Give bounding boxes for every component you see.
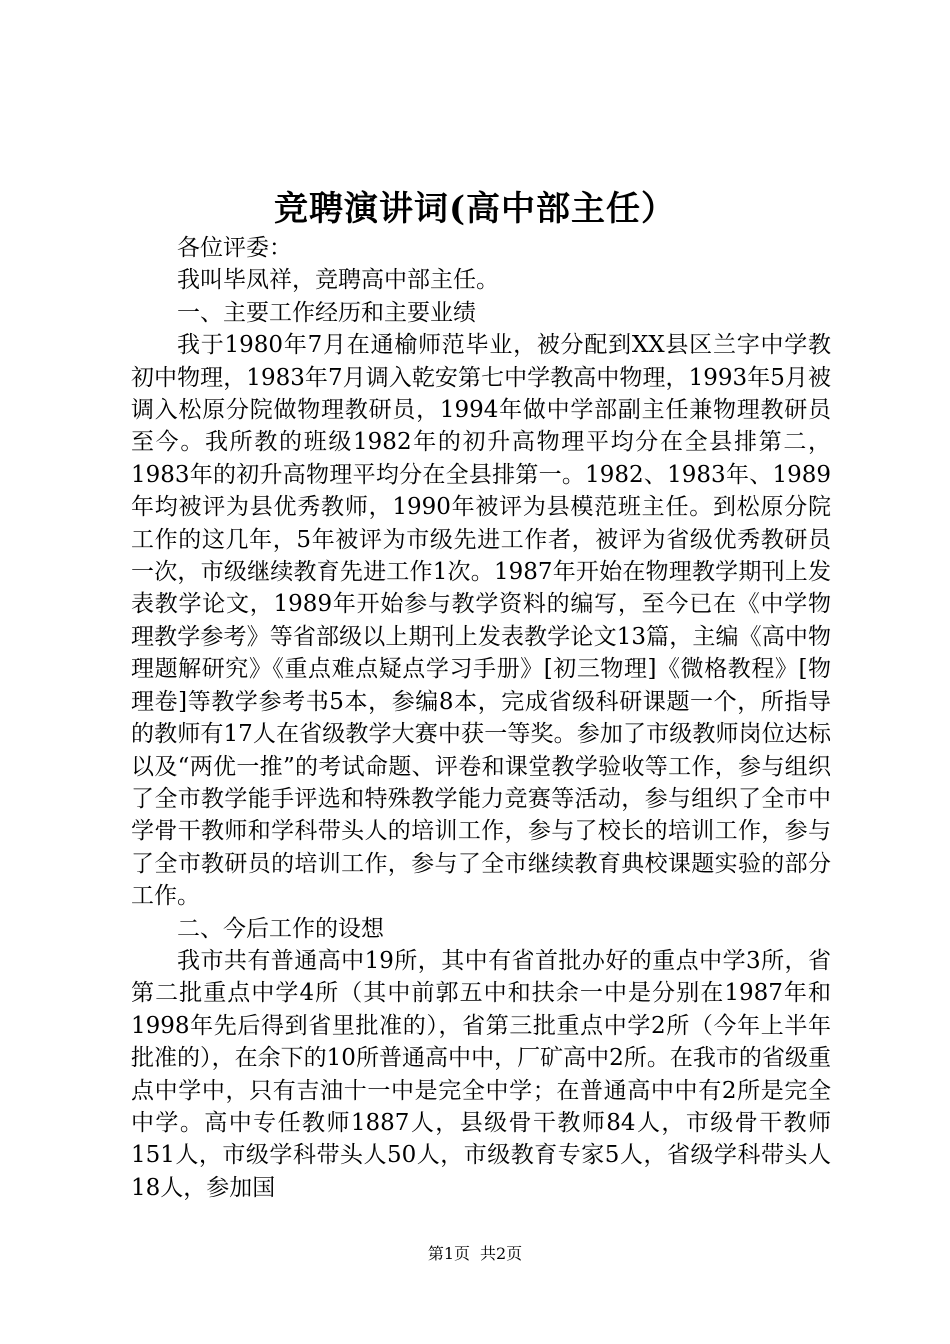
salutation-paragraph: 各位评委：: [177, 235, 292, 261]
page-footer: [0, 1243, 950, 1265]
plans-paragraph: 我市共有普通高中19所，其中有省首批办好的重点中学3所，省第二批重点中学4所（其中前郭五中和扶余一中是分别在1987年和1998年先后得到省里批准的），省第三批重点中学2所（今年上半年批准的），在余下的10所普通高中中，厂矿高中2所。在我市的省级重点中学中，只有吉油十一中是完全中学；在普通高中中有2所是完全中学。高中专任教师1887人，县级骨干教师84人，市级骨干教师151人，市级学科带头人50人，市级教育专家5人，省级学科带头人18人，参加国: [131, 947, 831, 1201]
section-heading-1: 一、主要工作经历和主要业绩: [177, 299, 476, 326]
section-heading-2: 二、今后工作的设想: [177, 915, 384, 942]
intro-paragraph: 我叫毕凤祥，竞聘高中部主任。: [177, 267, 499, 294]
page-number: 第1页: [427, 1244, 470, 1263]
experience-paragraph: 我于1980年7月在通榆师范毕业，被分配到XX县区兰字中学教初中物理，1983年7月调入乾安第七中学教高中物理，1993年5月被调入松原分院做物理教研员，1994年做中学部副主任兼物理教研员至今。我所教的班级1982年的初升高物理平均分在全县排第二，1983年的初升高物理平均分在全县排第一。1982、1983年、1989年均被评为县优秀教师，1990年被评为县模范班主任。到松原分院工作的这几年，5年被评为市级先进工作者，被评为省级优秀教研员一次，市级继续教育先进工作1次。1987年开始在物理教学期刊上发表教学论文，1989年开始参与教学资料的编写，至今已在《中学物理教学参考》等省部级以上期刊上发表教学论文13篇，主编《高中物理题解研究》《重点难点疑点学习手册》[初三物理]《微格教程》[物理卷]等教学参考书5本，参编8本，完成省级科研课题一个，所指导的教师有17人在省级教学大赛中获一等奖。参加了市级教师岗位达标以及“两优一推”的考试命题、评卷和课堂教学验收等工作，参与组织了全市教学能手评选和特殊教学能力竞赛等活动，参与组织了全市中学骨干教师和学科带头人的培训工作，参与了校长的培训工作，参与了全市教研员的培训工作，参与了全市继续教育典校课题实验的部分工作。: [131, 332, 831, 910]
document-title: 竞聘演讲词(高中部主任）: [273, 189, 677, 229]
document-body: [131, 232, 831, 1204]
page-total: 共2页: [480, 1244, 523, 1263]
